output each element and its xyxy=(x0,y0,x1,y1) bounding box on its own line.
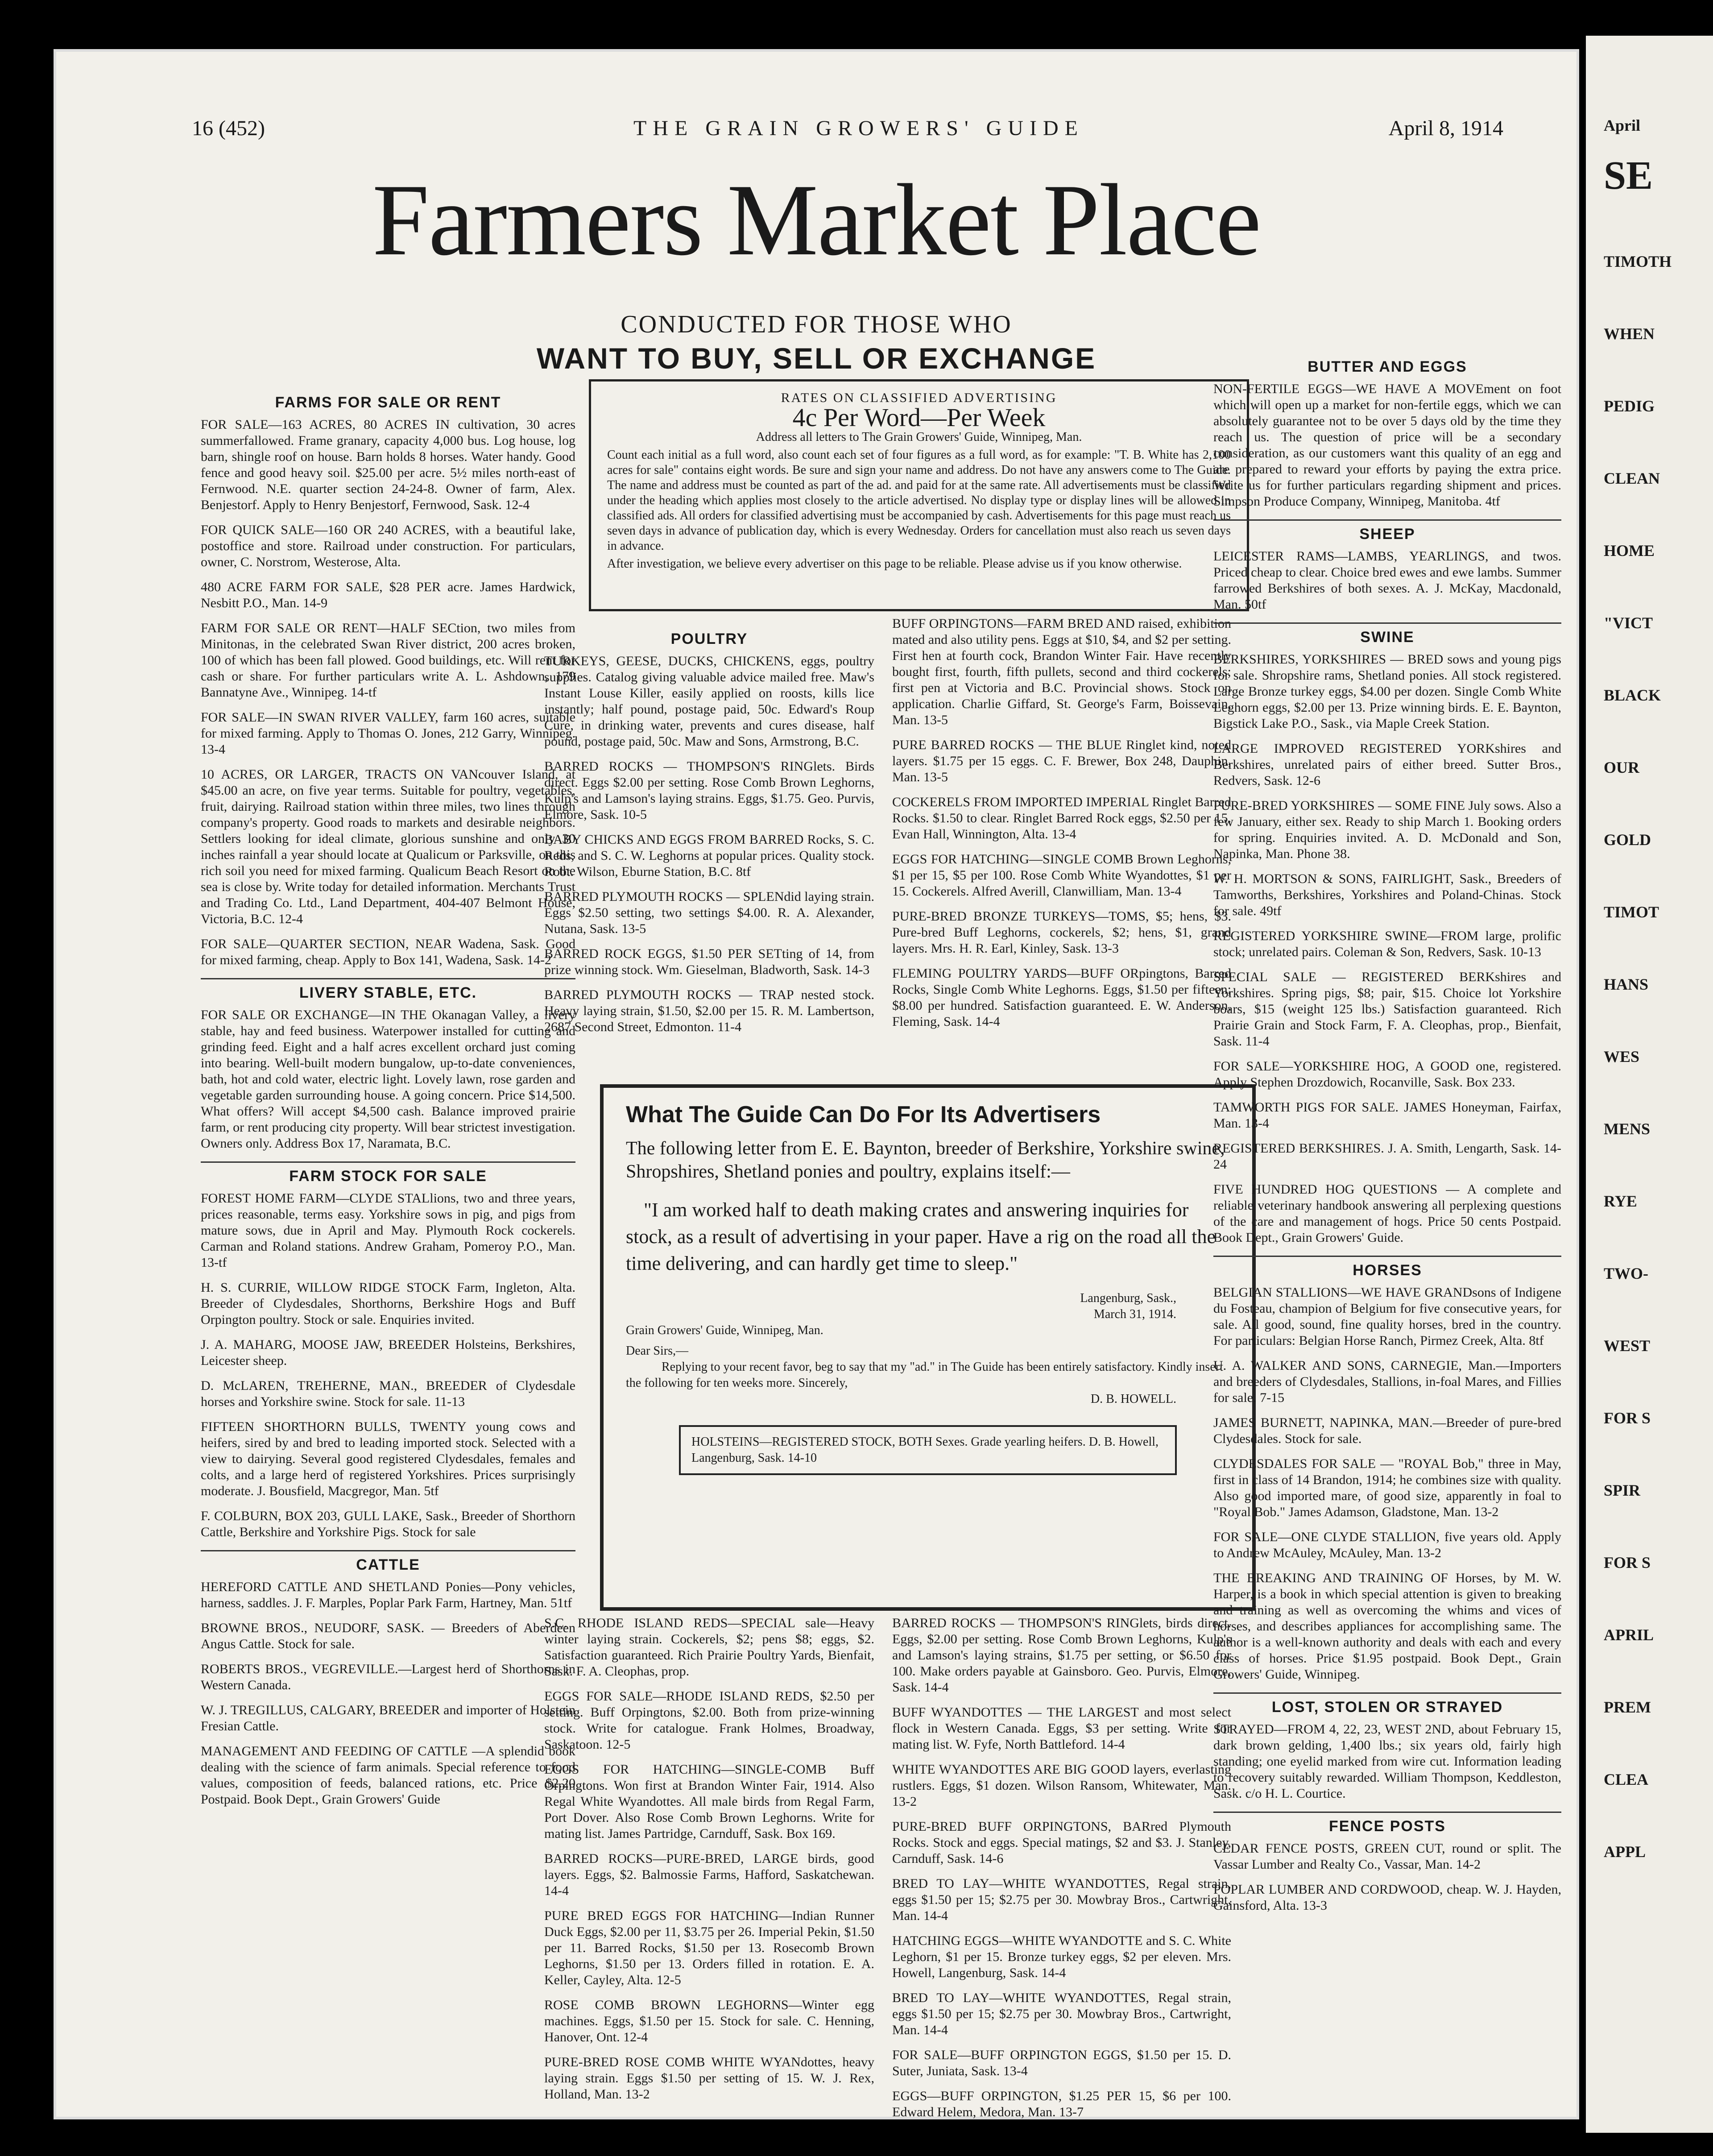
section-heading: POULTRY xyxy=(670,630,748,647)
classified-ad: BARRED ROCKS — THOMPSON'S RINGlets. Birds direct. Eggs $2.00 per setting. Rose Comb Brown Leghorns, Kulp's and Lamson's laying strains. Eggs, $1.75. Geo. Purvis, Elmore, Sask. 10-5 xyxy=(544,759,874,822)
classified-ad: PURE-BRED BRONZE TURKEYS—TOMS, $5; hens, $3. Pure-bred Buff Leghorns, cockerels, $2; hens, $1, grand layers. Mrs. H. R. Earl, Kinley, Sask. 13-3 xyxy=(892,909,1231,956)
classified-ad: FOR SALE—ONE CLYDE STALLION, five years old. Apply to Andrew McAuley, McAuley, Man. 13-2 xyxy=(1213,1530,1561,1560)
classified-ad: TAMWORTH PIGS FOR SALE. JAMES Honeyman, Fairfax, Man. 13-4 xyxy=(1213,1100,1561,1131)
edge-fragment: SPIR xyxy=(1604,1481,1641,1499)
classified-ad: NON-FERTILE EGGS—WE HAVE A MOVEment on foot which will open up a market for non-fertile eggs, which we can absolutely guarantee not to be over 5 days old by the time they reach us. The question of price will be a secondary consideration, as our customers want this quality of an egg and are prepared to reward your efforts by paying the extra price. Write us for further particulars regarding shipment and prices. Simpson Produce Company, Winnipeg, Manitoba. 4tf xyxy=(1213,381,1561,509)
masthead-title: Farmers Market Place xyxy=(372,163,1261,277)
edge-fragment: FOR S xyxy=(1604,1554,1651,1571)
edge-fragment: WHEN xyxy=(1604,325,1655,343)
classified-ad: F. COLBURN, BOX 203, GULL LAKE, Sask., Breeder of Shorthorn Cattle, Berkshire and Yorkshire Pigs. Stock for sale xyxy=(201,1509,575,1539)
classified-ad: PURE BARRED ROCKS — THE BLUE Ringlet kind, noted layers. $1.75 per 15 eggs. C. F. Brewer, Box 248, Dauphin, Man. 13-5 xyxy=(892,738,1231,784)
rates-address: Address all letters to The Grain Growers' Guide, Winnipeg, Man. xyxy=(756,430,1082,444)
edge-fragment: GOLD xyxy=(1604,831,1651,849)
column-1 xyxy=(201,379,575,1816)
classified-ad: PURE-BRED BUFF ORPINGTONS, BARred Plymouth Rocks. Stock and eggs. Special matings, $2 and $3. J. Stanley, Carnduff, Sask. 14-6 xyxy=(892,1819,1231,1866)
letter-place: Langenburg, Sask., xyxy=(1080,1291,1176,1305)
classified-ad: BUFF ORPINGTONS—FARM BRED AND raised, exhibition mated and also utility pens. Eggs at $10, $4, and $2 per setting. First hen at fourth cock, Brandon Winter Fair. Have recently bought first, fourth, fifth pullets, second and third cockerels; first pen at Victoria and B.C. Provincial shows. Stock on application. Charlie Giffard, St. George's Farm, Boissevain, Man. 13-5 xyxy=(892,616,1231,727)
section-heading: FENCE POSTS xyxy=(1213,1812,1561,1834)
edge-fragment: HOME xyxy=(1604,542,1655,560)
classified-ad: LARGE IMPROVED REGISTERED YORKshires and Berkshires, unrelated pairs of either breed. Sutter Bros., Redvers, Sask. 12-6 xyxy=(1213,741,1561,788)
classified-ad: BARRED ROCKS—PURE-BRED, LARGE birds, good layers. Eggs, $2. Balmossie Farms, Hafford, Saskatchewan. 14-4 xyxy=(544,1851,874,1898)
edge-fragment: RYE xyxy=(1604,1192,1637,1210)
edge-fragment: April xyxy=(1604,116,1641,134)
classified-ad: BELGIAN STALLIONS—WE HAVE GRANDsons of Indigene du Fosteau, champion of Belgium for five consecutive years, for sale. All good, sound, fine quality horses, bred in the country. For particulars: Belgian Horse Ranch, Pirmez Creek, Alta. 8tf xyxy=(1213,1285,1561,1348)
section-heading: CATTLE xyxy=(201,1550,575,1573)
edge-fragment: TIMOT xyxy=(1604,903,1659,921)
classified-ad: TURKEYS, GEESE, DUCKS, CHICKENS, eggs, poultry supplies. Catalog giving valuable advice mailed free. Maw's Instant Louse Killer, easily applied on roosts, kills lice instantly; half pound, postage paid, 50c. Edward's Roup Cure, in drinking water, prevents and cures disease, half pound, postage paid, 50c. Maw and Sons, Armstrong, B.C. xyxy=(544,654,874,749)
classified-ad: FOR SALE—QUARTER SECTION, NEAR Wadena, Sask. Good for mixed farming, cheap. Apply to Box 141, Wadena, Sask. 14-2 xyxy=(201,937,575,967)
masthead-tagline: WANT TO BUY, SELL OR EXCHANGE xyxy=(536,342,1096,375)
classified-ad: BROWNE BROS., NEUDORF, SASK. — Breeders of Aberdeen Angus Cattle. Stock for sale. xyxy=(201,1621,575,1651)
rates-reliability: After investigation, we believe every advertiser on this page to be reliable. Please advise us if you know otherwise. xyxy=(607,557,1182,571)
classified-ad: 480 ACRE FARM FOR SALE, $28 PER acre. James Hardwick, Nesbitt P.O., Man. 14-9 xyxy=(201,580,575,610)
classified-ad: W. H. MORTSON & SONS, FAIRLIGHT, Sask., Breeders of Tamworths, Berkshires, Yorkshires and Poland-Chinas. Stock for sale. 49tf xyxy=(1213,871,1561,918)
classified-ad: STRAYED—FROM 4, 22, 23, WEST 2ND, about February 15, dark brown gelding, 1,400 lbs.; six years old, fairly high standing; one eyelid marked from wire cut. Information leading to recovery suitably rewarded. William Thompson, Keddleston, Sask. c/o H. L. Courtice. xyxy=(1213,1722,1561,1801)
edge-fragment: OUR xyxy=(1604,759,1639,776)
edge-fragment: APPL xyxy=(1604,1843,1646,1861)
section-heading: HORSES xyxy=(1213,1256,1561,1278)
section-heading: LIVERY STABLE, ETC. xyxy=(201,978,575,1001)
edge-fragment: CLEA xyxy=(1604,1770,1649,1788)
classified-ad: HEREFORD CATTLE AND SHETLAND Ponies—Pony vehicles, harness, saddles. J. F. Marples, Poplar Park Farm, Hartney, Man. 51tf xyxy=(201,1580,575,1610)
section-heading: SWINE xyxy=(1213,622,1561,645)
page-number: 16 (452) xyxy=(192,116,265,140)
classified-ad: CLYDESDALES FOR SALE — "ROYAL Bob," three in May, first in class of 14 Brandon, 1914; he combines size with quality. Also good imported mare, of good size, apparently in foal to "Royal Bob." James Adamson, Gladstone, Man. 13-2 xyxy=(1213,1456,1561,1519)
rates-box xyxy=(589,379,1249,611)
letter-salutation: Dear Sirs,— xyxy=(626,1344,688,1358)
section-heading: FARMS FOR SALE OR RENT xyxy=(275,394,501,411)
classified-ad: BARRED PLYMOUTH ROCKS — SPLENdid laying strain. Eggs $2.50 setting, two settings $4.00. R. A. Alexander, Nutana, Sask. 13-5 xyxy=(544,889,874,936)
edge-fragment: WES xyxy=(1604,1048,1640,1066)
classified-ad: MANAGEMENT AND FEEDING OF CATTLE —A splendid book dealing with the science of farm animals. Special reference to food values, composition of feeds, balanced rations, etc. Price $2.20 Postpaid. Book Dept., Grain Growers' Guide xyxy=(201,1744,575,1807)
classified-ad: WHITE WYANDOTTES ARE BIG GOOD layers, everlasting rustlers. Eggs, $1 dozen. Wilson Ransom, Whitewater, Man. 13-2 xyxy=(892,1762,1231,1809)
classified-ad: SPECIAL SALE — REGISTERED BERKshires and Yorkshires. Spring pigs, $8; pair, $15. Choice lot Yorkshire boars, $15 (weight 125 lbs.) Satisfaction guaranteed. Rich Prairie Grain and Stock Farm, F. A. Cleophas, prop., Bienfait, Sask. 11-4 xyxy=(1213,970,1561,1049)
classified-ad: FLEMING POULTRY YARDS—BUFF ORpingtons, Barred Rocks, Single Comb White Leghorns. Eggs, $1.50 per fifteen; $8.00 per hundred. Satisfaction guaranteed. E. W. Anderson, Fleming, Sask. 14-4 xyxy=(892,966,1231,1029)
rates-text: Count each initial as a full word, also count each set of four figures as a full word, as for example: "T. B. White has 2,100 acres for sale" contains eight words. Be sure and sign your name and address. Do not have any answers come to The Guide. The name and address must be counted as part of the ad. and paid for at the same rate. All advertisements must be classified under the heading which applies most closely to the article advertised. No display type or display lines will be allowed in classified ads. All orders for classified advertising must be accompanied by cash. Advertisements for this page must reach us seven days in advance of publication day, which is every Wednesday. Orders for cancellation must also reach us seven days in advance. xyxy=(607,448,1231,553)
classified-ad: EGGS—BUFF ORPINGTON, $1.25 PER 15, $6 per 100. Edward Helem, Medora, Man. 13-7 xyxy=(892,2089,1231,2119)
classified-ad: FOR SALE—YORKSHIRE HOG, A GOOD one, registered. Apply Stephen Drozdowich, Rocanville, Sask. Box 233. xyxy=(1213,1059,1561,1090)
classified-ad: BARRED ROCK EGGS, $1.50 PER SETting of 14, from prize winning stock. Wm. Gieselman, Bladworth, Sask. 14-3 xyxy=(544,946,874,977)
classified-ad: PURE BRED EGGS FOR HATCHING—Indian Runner Duck Eggs, $2.00 per 11, $3.75 per 26. Imperial Pekin, $1.50 per 11. Barred Rocks, $1.50 per 13. Rosecomb Brown Leghorns, $1.50 per 13. Orders filled in rotation. E. A. Keller, Cayley, Alta. 12-5 xyxy=(544,1908,874,1987)
letter-body: Replying to your recent favor, beg to say that my "ad." in The Guide has been entirely satisfactory. Kindly insert the following for ten weeks more. Sincerely, xyxy=(626,1360,1223,1390)
classified-ad: PURE-BRED YORKSHIRES — SOME FINE July sows. Also a few January, either sex. Ready to ship March 1. Booking orders for spring. Enquiries invited. A. D. McDonald and Son, Napinka, Man. Phone 38. xyxy=(1213,798,1561,861)
publication-name: THE GRAIN GROWERS' GUIDE xyxy=(633,116,1084,140)
classified-ad: H. S. CURRIE, WILLOW RIDGE STOCK Farm, Ingleton, Alta. Breeder of Clydesdales, Shorthorns, Berkshire Hogs and Buff Orpington poultry. Stock or sale. Enquiries invited. xyxy=(201,1280,575,1327)
column-2b-poultry xyxy=(892,616,1231,1039)
classified-ad: BARRED PLYMOUTH ROCKS — TRAP nested stock. Heavy laying strain, $1.50, $2.00 per 15. R. M. Lambertson, 2687 Second Street, Edmonton. 11-4 xyxy=(544,987,874,1034)
classified-ad: COCKERELS FROM IMPORTED IMPERIAL Ringlet Barred Rocks. $1.50 to clear. Ringlet Barred Rock eggs, $2.50 per 15. Evan Hall, Winnington, Alta. 13-4 xyxy=(892,795,1231,842)
testimonial-title: What The Guide Can Do For Its Advertisers xyxy=(626,1102,1101,1128)
classified-ad: FOR SALE OR EXCHANGE—IN THE Okanagan Valley, a livery stable, hay and feed business. Waterpower installed for cutting and grinding feed. Eight and a half acres excellent orchard just coming into bearing. Well-built modern bungalow, up-to-date conveniences, bath, hot and cold water, electric light. Lovely lawn, rose garden and vegetable garden surrounding house. A going concern. Price $14,500. What offers? Will accept $4,500 cash. Balance improved prairie farm, or rent producing city property. Will bear strictest investigation. Owners only. Address Box 17, Naramata, B.C. xyxy=(201,1008,575,1151)
classified-ad: FOR SALE—163 ACRES, 80 ACRES IN cultivation, 30 acres summerfallowed. Frame granary, capacity 4,000 bus. Log house, log barn, shingle roof on house. Barn holds 8 horses. Water handy. Good fence and good heavy soil. $25.00 per acre. 5½ miles north-east of Fernwood. N.E. quarter section 24-24-8. Owner of farm, Alex. Benjestorf. Apply to Henry Benjestorf, Fernwood, Sask. 12-4 xyxy=(201,417,575,512)
section-heading: SHEEP xyxy=(1213,519,1561,542)
edge-fragment: TWO- xyxy=(1604,1265,1649,1282)
classified-ad: EGGS FOR SALE—RHODE ISLAND REDS, $2.50 per setting. Buff Orpingtons, $2.00. Both from prize-winning stock. Write for catalogue. Frank Holmes, Broadway, Saskatoon. 12-5 xyxy=(544,1689,874,1752)
classified-ad: EGGS FOR HATCHING—SINGLE-COMB Buff Orpingtons. Won first at Brandon Winter Fair, 1914. Also Regal White Wyandottes. All male birds from Regal Farm, Port Dover. Also Rose Comb Brown Leghorns. Write for mating list. James Partridge, Carnduff, Sask. Box 169. xyxy=(544,1762,874,1841)
classified-ad: W. J. TREGILLUS, CALGARY, BREEDER and importer of Holstein Fresian Cattle. xyxy=(201,1703,575,1733)
classified-ad: FIFTEEN SHORTHORN BULLS, TWENTY young cows and heifers, sired by and bred to leading imported stock. Selected with a view to dairying. Several good registered Clydesdales, females and colts, and a large herd of registered Yorkshires. Prices surprisingly moderate. J. Bousfield, Macgregor, Man. 5tf xyxy=(201,1419,575,1498)
classified-ad: S.C. RHODE ISLAND REDS—SPECIAL sale—Heavy winter laying strain. Cockerels, $2; pens $8; eggs, $2. Satisfaction guaranteed. Rich Prairie Poultry Yards, Bienfait, Sask. F. A. Cleophas, prop. xyxy=(544,1616,874,1679)
classified-ad: REGISTERED YORKSHIRE SWINE—FROM large, prolific stock; unrelated pairs. Coleman & Son, Redvers, Sask. 10-13 xyxy=(1213,929,1561,959)
letter-date: March 31, 1914. xyxy=(1093,1307,1176,1321)
classified-ad: EGGS FOR HATCHING—SINGLE COMB Brown Leghorns, $1 per 15, $5 per 100. Rose Comb White Wyandottes, $1 per 15. Cockerels. Alfred Averill, Clanwilliam, Man. 13-4 xyxy=(892,852,1231,899)
edge-fragment: PREM xyxy=(1604,1698,1651,1716)
edge-fragment: CLEAN xyxy=(1604,469,1660,487)
edge-fragment: "VICT xyxy=(1604,614,1653,632)
advertiser-testimonial-box xyxy=(600,1084,1256,1611)
classified-ad: BRED TO LAY—WHITE WYANDOTTES, Regal strain, eggs $1.50 per 15; $2.75 per 30. Mowbray Bros., Cartwright, Man. 14-4 xyxy=(892,1876,1231,1923)
column-2d-poultry xyxy=(892,1615,1231,2129)
testimonial-intro: The following letter from E. E. Baynton, breeder of Berkshire, Yorkshire swine, Shropshires, Shetland ponies and poultry, explains itself:— xyxy=(626,1138,1225,1182)
edge-fragment: PEDIG xyxy=(1604,397,1655,415)
classified-ad: PURE-BRED ROSE COMB WHITE WYANdottes, heavy laying strain. Eggs $1.50 per setting of 15. W. J. Rex, Holland, Man. 13-2 xyxy=(544,2055,874,2102)
edge-fragment: HANS xyxy=(1604,975,1649,993)
classified-ad: FOR SALE—BUFF ORPINGTON EGGS, $1.50 per 15. D. Suter, Juniata, Sask. 13-4 xyxy=(892,2048,1231,2078)
testimonial-quote: "I am worked half to death making crates and answering inquiries for stock, as a result of advertising in your paper. Have a rig on the road all the time delivering, and can hardly get time to sleep." xyxy=(626,1199,1216,1274)
classified-ad: REGISTERED BERKSHIRES. J. A. Smith, Lengarth, Sask. 14-24 xyxy=(1213,1141,1561,1172)
classified-ad: BUFF WYANDOTTES — THE LARGEST and most select flock in Western Canada. Eggs, $3 per setting. Write for mating list. W. Fyfe, North Battleford. 14-4 xyxy=(892,1705,1231,1752)
rates-price: 4c Per Word—Per Week xyxy=(792,403,1046,432)
rates-heading: RATES ON CLASSIFIED ADVERTISING xyxy=(781,390,1057,405)
classified-ad: BRED TO LAY—WHITE WYANDOTTES, Regal strain, eggs $1.50 per 15; $2.75 per 30. Mowbray Bros., Cartwright, Man. 14-4 xyxy=(892,1990,1231,2037)
classified-ad: J. A. MAHARG, MOOSE JAW, BREEDER Holsteins, Berkshires, Leicester sheep. xyxy=(201,1337,575,1368)
masthead-subtitle: CONDUCTED FOR THOSE WHO xyxy=(621,311,1012,338)
section-heading: FARM STOCK FOR SALE xyxy=(201,1161,575,1184)
classified-ad: FOR QUICK SALE—160 OR 240 ACRES, with a beautiful lake, postoffice and store. Railroad under construction. For particulars, owner, C. Norstrom, Westerose, Alta. xyxy=(201,522,575,569)
classified-ad: JAMES BURNETT, NAPINKA, MAN.—Breeder of pure-bred Clydesdales. Stock for sale. xyxy=(1213,1415,1561,1446)
edge-fragment: WEST xyxy=(1604,1337,1651,1355)
classified-ad: THE BREAKING AND TRAINING OF Horses, by M. W. Harper, is a book in which special attention is given to breaking and training as well as overcoming the whims and vices of horses, and describes appliances for accomplishing same. The author is a well-known authority and deals with each and every class of horses. Price $1.95 postpaid. Book Dept., Grain Growers' Guide, Winnipeg. xyxy=(1213,1571,1561,1682)
edge-fragment: MENS xyxy=(1604,1120,1651,1138)
letter-signer: D. B. HOWELL. xyxy=(1090,1392,1176,1406)
classified-ad: 10 ACRES, OR LARGER, TRACTS ON VANcouver Island, at $45.00 an acre, on five year terms. Suitable for poultry, vegetables, fruit, dairying. Railroad station within three miles, two lines through company's property. Good roads to markets and desirable neighbors. Settlers looking for ideal climate, glorious sunshine and only 30 inches rainfall a year should locate at Qualicum or Parksville, on this rich soil you need for mixed farming. Qualicum Beach Resort on the sea is close by. Write today for detailed information. Merchants Trust and Trading Co. Ltd., Land Department, 404-407 Belmont House, Victoria, B.C. 12-4 xyxy=(201,767,575,926)
edge-fragment: SE xyxy=(1604,153,1653,198)
classified-ad: ROBERTS BROS., VEGREVILLE.—Largest herd of Shorthorns in Western Canada. xyxy=(201,1662,575,1692)
classified-ad: CEDAR FENCE POSTS, GREEN CUT, round or split. The Vassar Lumber and Realty Co., Vassar, Man. 14-2 xyxy=(1213,1841,1561,1872)
classified-ad: BERKSHIRES, YORKSHIRES — BRED sows and young pigs for sale. Shropshire rams, Shetland ponies. All stock registered. Large Bronze turkey eggs, $4.00 per dozen. Single Comb White Leghorn eggs, $2.00 per 13. Prize winning birds. E. E. Baynton, Bigstick Lake P.O., Sask., via Maple Creek Station. xyxy=(1213,652,1561,731)
classified-ad: LEICESTER RAMS—LAMBS, YEARLINGS, and twos. Priced cheap to clear. Choice bred ewes and ewe lambs. Summer farrowed Berkshires of both sexes. A. J. McKay, Macdonald, Man. 50tf xyxy=(1213,549,1561,612)
classified-ad: FOR SALE—IN SWAN RIVER VALLEY, farm 160 acres, suitable for mixed farming. Apply to Thomas O. Jones, 212 Garry, Winnipeg. 13-4 xyxy=(201,710,575,757)
classified-ad: POPLAR LUMBER AND CORDWOOD, cheap. W. J. Hayden, Gainsford, Alta. 13-3 xyxy=(1213,1882,1561,1913)
classified-ad: HATCHING EGGS—WHITE WYANDOTTE and S. C. White Leghorn, $1 per 15. Bronze turkey eggs, $2 per eleven. Mrs. Howell, Langenburg, Sask. 14-4 xyxy=(892,1933,1231,1980)
classified-ad: U. A. WALKER AND SONS, CARNEGIE, Man.—Importers and breeders of Clydesdales, Stallions, in-foal Mares, and Fillies for sale. 7-15 xyxy=(1213,1358,1561,1405)
sample-ad: HOLSTEINS—REGISTERED STOCK, BOTH Sexes. Grade yearling heifers. D. B. Howell, Langenburg, Sask. 14-10 xyxy=(679,1425,1177,1475)
edge-fragment: APRIL xyxy=(1604,1626,1654,1644)
edge-fragment: BLACK xyxy=(1604,686,1661,704)
column-2-poultry xyxy=(544,616,874,1044)
newspaper-page xyxy=(54,49,1579,2119)
letter-recipient: Grain Growers' Guide, Winnipeg, Man. xyxy=(626,1323,823,1337)
classified-ad: FIVE HUNDRED HOG QUESTIONS — A complete and reliable veterinary handbook answering all perplexing questions of the care and management of hogs. Price 50 cents Postpaid. Book Dept., Grain Growers' Guide. xyxy=(1213,1182,1561,1245)
edge-fragment: TIMOTH xyxy=(1604,253,1672,270)
issue-date: April 8, 1914 xyxy=(1388,116,1503,140)
section-heading: LOST, STOLEN OR STRAYED xyxy=(1213,1692,1561,1715)
classified-ad: FOREST HOME FARM—CLYDE STALlions, two and three years, prices reasonable, terms easy. Yorkshire sows in pig, and pigs from mature sows, due in April and May. Plymouth Rock cockerels. Carman and Roland stations. Andrew Graham, Pomeroy P.O., Man. 13-tf xyxy=(201,1191,575,1270)
classified-ad: D. McLAREN, TREHERNE, MAN., BREEDER of Clydesdale horses and Yorkshire swine. Stock for sale. 11-13 xyxy=(201,1378,575,1409)
classified-ad: ROSE COMB BROWN LEGHORNS—Winter egg machines. Eggs, $1.50 per 15. Stock for sale. C. Henning, Hanover, Ont. 12-4 xyxy=(544,1998,874,2044)
next-page-edge xyxy=(1586,36,1713,2133)
column-3 xyxy=(1213,344,1561,1923)
classified-ad: BARRED ROCKS — THOMPSON'S RINGlets, birds direct. Eggs, $2.00 per setting. Rose Comb Brown Leghorns, Kulp's and Lamson's laying strains, $1.75 per setting, or $6.50 for 100. Make orders payable at Gainsboro. Geo. Purvis, Elmore, Sask. 14-4 xyxy=(892,1616,1231,1695)
edge-fragment: FOR S xyxy=(1604,1409,1651,1427)
classified-ad: FARM FOR SALE OR RENT—HALF SECtion, two miles from Minitonas, in the celebrated Swan River district, 200 acres broken, 100 of which has been fall plowed. Good buildings, etc. Will rent for cash or share. For further particulars write A. L. Ashdown, 179 Bannatyne Ave., Winnipeg. 14-tf xyxy=(201,621,575,700)
column-2c-poultry xyxy=(544,1615,874,2111)
section-heading: BUTTER AND EGGS xyxy=(1308,358,1467,375)
classified-ad: BABY CHICKS AND EGGS FROM BARRED Rocks, S. C. Reds, and S. C. W. Leghorns at popular prices. Quality stock. Robt. Wilson, Eburne Station, B.C. 8tf xyxy=(544,832,874,879)
